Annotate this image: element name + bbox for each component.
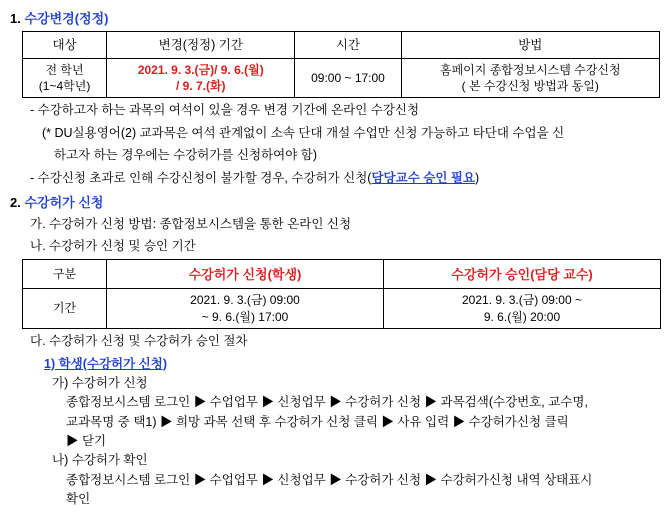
note-4-emphasis: 담당교수 승인 필요 — [371, 170, 476, 185]
procedure-step-a-label: 가) 수강허가 신청 — [52, 375, 148, 390]
procedure-step-b-label: 나) 수강허가 확인 — [52, 453, 148, 468]
section2-item-c: 다. 수강허가 신청 및 수강허가 승인 절차 — [30, 333, 248, 348]
method-line-2: ( 본 수강신청 방법과 동일) — [461, 79, 599, 94]
table1-cell-period — [107, 59, 295, 98]
table1-header-target: 대상 — [23, 32, 107, 59]
section-1-number: 1. — [10, 11, 21, 26]
section-1-title: 수강변경(정정) — [24, 11, 109, 26]
table1-header-time: 시간 — [295, 32, 401, 59]
table2-cell-student — [107, 289, 384, 328]
procedure-step-b-line-1: 종합정보시스템 로그인 ▶ 수업업무 ▶ 신청업무 ▶ 수강허가 신청 ▶ 수강허가신청 내역 상태표시 — [66, 472, 593, 487]
table2-header-professor: 수강허가 승인(담당 교수) — [384, 260, 661, 289]
table-header-row — [23, 260, 661, 289]
procedure-step-b-line-2: 확인 — [66, 492, 91, 507]
table-row — [23, 289, 661, 328]
student-period-line-2: ~ 9. 6.(월) 17:00 — [201, 309, 289, 324]
note-line-3: 하고자 하는 경우에는 수강허가를 신청하여야 함) — [54, 148, 318, 163]
table2-header-student: 수강허가 신청(학생) — [107, 260, 384, 289]
table2-header-division: 구분 — [23, 260, 107, 289]
procedure-step-a-line-2: 교과목명 중 택1) ▶ 희망 과목 선택 후 수강허가 신청 클릭 ▶ 사유 입력 ▶ 수강허가신청 클릭 — [66, 414, 569, 429]
table-row — [23, 59, 660, 98]
table-header-row — [23, 32, 660, 59]
section2-item-b: 나. 수강허가 신청 및 승인 기간 — [30, 238, 196, 253]
approval-period-table — [22, 259, 661, 328]
period-line-2: / 9. 7.(화) — [175, 79, 226, 94]
professor-period-line-2: 9. 6.(월) 20:00 — [483, 309, 561, 324]
table2-cell-label: 기간 — [23, 289, 107, 328]
table1-cell-target — [23, 59, 107, 98]
section-1-heading — [10, 8, 659, 27]
target-line-2: (1~4학년) — [38, 79, 91, 94]
note-line-1: - 수강하고자 하는 과목의 여석이 있을 경우 변경 기간에 온라인 수강신청 — [30, 103, 420, 118]
method-line-1: 홈페이지 종합정보시스템 수강신청 — [440, 63, 621, 77]
note-4-prefix: - 수강신청 초과로 인해 수강신청이 불가할 경우, 수강허가 신청( — [30, 170, 372, 185]
section2-item-a: 가. 수강허가 신청 방법: 종합정보시스템을 통한 온라인 신청 — [30, 216, 352, 231]
procedure-group-label: 1) 학생(수강허가 신청) — [44, 356, 167, 371]
target-line-1: 전 학년 — [45, 63, 84, 77]
table1-cell-time: 09:00 ~ 17:00 — [295, 59, 401, 98]
note-line-2: (* DU실용영어(2) 교과목은 여석 관계없이 소속 단대 개설 수업만 신청 가능하고 타단대 수업을 신 — [42, 125, 565, 140]
table2-cell-professor — [384, 289, 661, 328]
period-line-1: 2021. 9. 3.(금)/ 9. 6.(월) — [137, 63, 264, 77]
table1-cell-method — [401, 59, 659, 98]
table1-header-period: 변경(정정) 기간 — [107, 32, 295, 59]
procedure-step-a-line-3: ▶ 닫기 — [66, 434, 107, 448]
schedule-table — [22, 31, 660, 98]
professor-period-line-1: 2021. 9. 3.(금) 09:00 ~ — [461, 293, 582, 308]
section-2-number: 2. — [10, 194, 21, 210]
section-2-title: 수강허가 신청 — [24, 194, 104, 210]
procedure-block — [30, 355, 659, 510]
note-line-4 — [30, 169, 659, 188]
note-4-suffix: ) — [475, 170, 480, 185]
student-period-line-1: 2021. 9. 3.(금) 09:00 — [190, 293, 300, 308]
table1-header-method: 방법 — [401, 32, 659, 59]
section-2-heading — [10, 192, 659, 211]
procedure-step-a-line-1: 종합정보시스템 로그인 ▶ 수업업무 ▶ 신청업무 ▶ 수강허가 신청 ▶ 과목검색(수강번호, 교수명, — [66, 395, 588, 410]
